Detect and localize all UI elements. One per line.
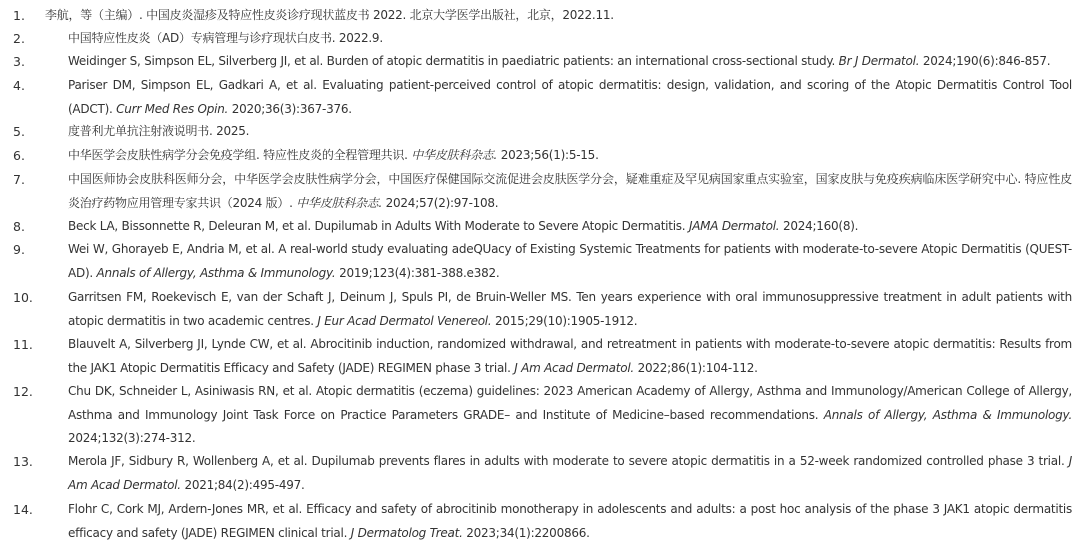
reference-text [68,120,1072,144]
citation-volume: 2022;86(1):104-112. [637,360,758,375]
journal-name: Br J Dermatol. [838,54,920,68]
reference-text [68,450,1072,497]
citation-volume: 2024;132(3):274-312. [68,431,196,445]
reference-number: 1. [13,8,25,23]
citation-volume: 2024;160(8). [782,219,859,233]
journal-name: 中华皮肤科杂志. [296,195,383,210]
reference-number: 3. [13,54,25,69]
reference-number: 6. [13,148,25,163]
citation-text: Pariser DM, Simpson EL, Gadkari A, et al. Evaluating patient-perceived control of atopic dermatitis: design, validation, and scoring of the Atopic Dermatitis Control Tool (ADCT). [68,78,1072,116]
citation-text: Garritsen FM, Roekevisch E, van der Schaft J, Deinum J, Spuls PI, de Bruin-Weller MS. Ten years experience with oral immunosuppressive treatment in adult patients with atopic dermatitis in two academic centres. [68,290,1072,328]
journal-name: J Dermatolog Treat. [350,525,463,540]
citation-volume: 2019;123(4):381-388.e382. [339,265,500,280]
citation-text: Blauvelt A, Silverberg JI, Lynde CW, et al. Abrocitinib induction, randomized withdrawal, and retreatment in patients with moderate-to-severe atopic dermatitis: Results from the JAK1 Atopic Dermatitis Efficacy and Safety (JADE) REGIMEN phase 3 trial. [68,337,1072,375]
citation-text: Beck LA, Bissonnette R, Deleuran M, et al. Dupilumab in Adults With Moderate to Severe Atopic Dermatitis. [68,219,686,233]
citation-text: Weidinger S, Simpson EL, Silverberg JI, et al. Burden of atopic dermatitis in paediatric patients: an international cross-sectional study. [68,54,836,68]
citation-volume: 2015;29(10):1905-1912. [495,313,638,328]
citation-volume: 2024;190(6):846-857. [922,54,1051,68]
journal-name: JAMA Dermatol. [688,219,780,233]
reference-number: 5. [13,124,25,139]
reference-text [68,144,1072,168]
reference-number: 7. [13,172,25,187]
reference-number: 10. [13,290,33,305]
reference-text [68,498,1072,545]
citation-volume: 2023;56(1):5-15. [500,148,599,162]
citation-volume: 2021;84(2):495-497. [184,477,305,492]
citation-text: 李航，等（主编）. 中国皮炎湿疹及特应性皮炎诊疗现状蓝皮书 2022. 北京大学医学出版社，北京，2022.11. [45,8,614,22]
citation-text: Flohr C, Cork MJ, Ardern-Jones MR, et al. Efficacy and safety of abrocitinib monotherapy in adolescents and adults: a post hoc analysis of the phase 3 JAK1 atopic dermatitis efficacy and safety (JADE) REGIMEN clinical trial. [68,502,1072,540]
journal-name: Curr Med Res Opin. [116,101,229,116]
reference-text [68,50,1072,74]
reference-text [68,380,1072,451]
citation-volume: 2020;36(3):367-376. [231,101,352,116]
citation-volume: 2024;57(2):97-108. [385,195,499,210]
citation-text: Wei W, Ghorayeb E, Andria M, et al. A real-world study evaluating adeQUacy of Existing Systemic Treatments for patients with moderate-to-severe Atopic Dermatitis (QUEST-AD). [68,242,1072,280]
journal-name: J Eur Acad Dermatol Venereol. [317,313,492,328]
reference-number: 12. [13,384,33,399]
journal-name: 中华皮肤科杂志. [411,148,498,162]
reference-text [68,333,1072,380]
citation-text: 度普利尤单抗注射液说明书. 2025. [68,124,250,138]
reference-number: 8. [13,219,25,234]
reference-number: 11. [13,337,33,352]
reference-number: 9. [13,242,25,257]
journal-name: Annals of Allergy, Asthma & Immunology. [96,265,336,280]
reference-number: 14. [13,502,33,517]
reference-text [68,74,1072,121]
reference-number: 2. [13,31,25,46]
reference-text [68,168,1072,215]
reference-text [68,215,1072,239]
reference-text [68,238,1072,285]
journal-name: J Am Acad Dermatol. [68,454,1072,492]
reference-text [45,4,1075,28]
citation-text: 中华医学会皮肤性病学分会免疫学组. 特应性皮炎的全程管理共识. [68,148,408,162]
citation-text: Chu DK, Schneider L, Asiniwasis RN, et al. Atopic dermatitis (eczema) guidelines: 2023 American Academy of Allergy, Asthma and Immunology/American College of Allergy, Asthma and Immunology Joint Task Force on Practice Parameters GRADE– and Institute of Medicine–based recommendations. [68,384,1072,422]
citation-volume: 2023;34(1):2200866. [466,525,590,540]
journal-name: J Am Acad Dermatol. [514,360,634,375]
reference-number: 13. [13,454,33,469]
citation-text: Merola JF, Sidbury R, Wollenberg A, et al. Dupilumab prevents flares in adults with moderate to severe atopic dermatitis in a 52-week randomized controlled phase 3 trial. [68,454,1065,468]
citation-text: 中国特应性皮炎（AD）专病管理与诊疗现状白皮书. 2022.9. [68,31,383,45]
reference-number: 4. [13,78,25,93]
citation-text: 中国医师协会皮肤科医师分会，中华医学会皮肤性病学分会，中国医疗保健国际交流促进会皮肤医学分会，疑难重症及罕见病国家重点实验室，国家皮肤与免疫疾病临床医学研究中心. 特应性皮炎治疗药物应用管理专家共识（2024 版）. [68,172,1072,210]
journal-name: Annals of Allergy, Asthma & Immunology. [823,407,1073,422]
reference-text [68,286,1072,333]
reference-text [68,27,1072,51]
